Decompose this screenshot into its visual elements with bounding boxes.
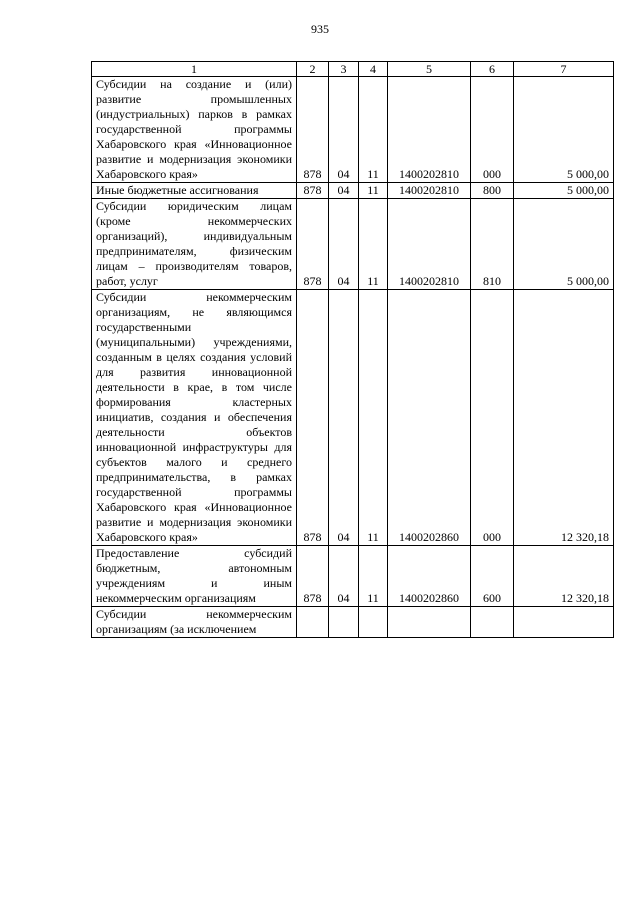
cell-subsection [359,607,388,638]
table-row [92,607,614,638]
cell-admin-code: 878 [297,77,329,183]
row-name: Субсидии юридическим лицам (кроме некоммерческих организаций), индивидуальным предпринимателям, физическим лицам – производителям товаров, работ, услуг [92,199,297,290]
cell-subsection: 11 [359,199,388,290]
cell-expense-type: 600 [471,546,514,607]
cell-amount: 5 000,00 [514,199,614,290]
cell-subsection: 11 [359,183,388,199]
table-row [92,290,614,546]
row-name: Субсидии некоммерческим организациям (за исключением [92,607,297,638]
cell-target-article: 1400202810 [388,199,471,290]
cell-target-article: 1400202810 [388,183,471,199]
budget-table [91,61,614,638]
column-header: 7 [514,62,614,77]
row-name: Субсидии некоммерческим организациям, не являющимся государственными (муниципальными) учреждениями, созданным в целях создания условий для развития инновационной деятельности в крае, в том числе формирования кластерных инициатив, создания и обеспечения деятельности объектов инновационной инфраструктуры для субъектов малого и среднего предпринимательства, в рамках государственной программы Хабаровского края «Инновационное развитие и модернизация экономики Хабаровского края» [92,290,297,546]
header-row [92,62,614,77]
column-header: 6 [471,62,514,77]
cell-expense-type: 000 [471,290,514,546]
cell-target-article: 1400202860 [388,546,471,607]
table-row [92,199,614,290]
cell-amount: 5 000,00 [514,77,614,183]
cell-target-article: 1400202810 [388,77,471,183]
cell-section: 04 [329,199,359,290]
cell-amount: 12 320,18 [514,290,614,546]
cell-expense-type: 000 [471,77,514,183]
cell-amount: 12 320,18 [514,546,614,607]
cell-admin-code: 878 [297,546,329,607]
row-name: Предоставление субсидий бюджетным, автономным учреждениям и иным некоммерческим организациям [92,546,297,607]
cell-section: 04 [329,183,359,199]
cell-expense-type: 800 [471,183,514,199]
cell-subsection: 11 [359,546,388,607]
column-header: 4 [359,62,388,77]
cell-section: 04 [329,77,359,183]
row-name: Иные бюджетные ассигнования [92,183,297,199]
column-header: 1 [92,62,297,77]
cell-section: 04 [329,546,359,607]
page-number: 935 [311,22,329,36]
cell-admin-code: 878 [297,183,329,199]
cell-subsection: 11 [359,290,388,546]
column-header: 3 [329,62,359,77]
table-row [92,77,614,183]
row-name: Субсидии на создание и (или) развитие промышленных (индустриальных) парков в рамках государственной программы Хабаровского края «Инновационное развитие и модернизация экономики Хабаровского края» [92,77,297,183]
table-row [92,183,614,199]
cell-amount: 5 000,00 [514,183,614,199]
cell-expense-type: 810 [471,199,514,290]
cell-amount [514,607,614,638]
cell-target-article: 1400202860 [388,290,471,546]
cell-target-article [388,607,471,638]
column-header: 5 [388,62,471,77]
cell-admin-code [297,607,329,638]
column-header: 2 [297,62,329,77]
cell-subsection: 11 [359,77,388,183]
cell-section: 04 [329,290,359,546]
cell-admin-code: 878 [297,199,329,290]
table-row [92,546,614,607]
cell-admin-code: 878 [297,290,329,546]
cell-expense-type [471,607,514,638]
cell-section [329,607,359,638]
